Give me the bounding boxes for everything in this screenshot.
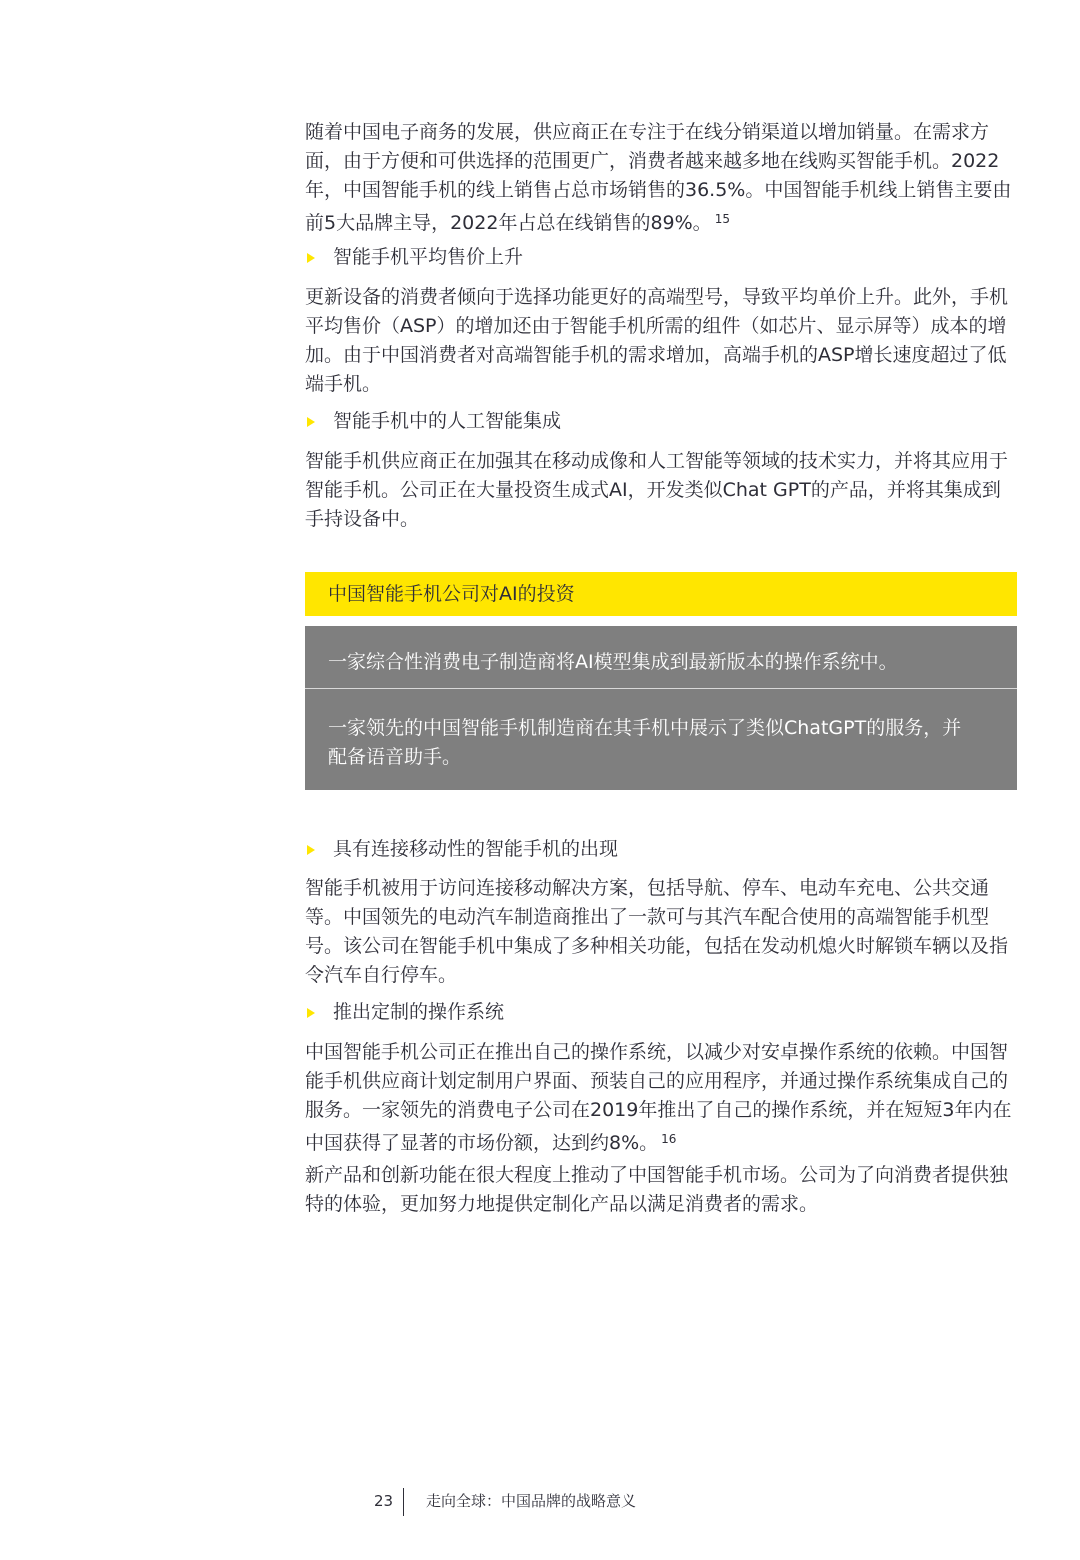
page-footer <box>0 1488 1080 1516</box>
footnote-ref: 15 <box>714 212 730 226</box>
section-paragraph-mobility: 智能手机被用于访问连接移动解决方案，包括导航、停车、电动车充电、公共交通等。中国领先的电动汽车制造商推出了一款可与其汽车配合使用的高端智能手机型号。该公司在智能手机中集成了多种相关功能，包括在发动机熄火时解锁车辆以及指令汽车自行停车。 <box>305 877 1009 986</box>
bullet-triangle-icon <box>307 253 315 263</box>
section-paragraph-os: 中国智能手机公司正在推出自己的操作系统，以减少对安卓操作系统的依赖。中国智能手机供应商计划定制用户界面、预装自己的应用程序，并通过操作系统集成自己的服务。一家领先的消费电子公司在2019年推出了自己的操作系统，并在短短3年内在中国获得了显著的市场份额，达到约8%。 $^{16}$ <box>305 1041 1012 1154</box>
closing-paragraph: 新产品和创新功能在很大程度上推动了中国智能手机市场。公司为了向消费者提供独特的体验，更加努力地提供定制化产品以满足消费者的需求。 <box>305 1164 1009 1215</box>
bullet-triangle-icon <box>307 417 315 427</box>
footer-divider <box>403 1488 404 1516</box>
section-paragraph-ai: 智能手机供应商正在加强其在移动成像和人工智能等领域的技术实力，并将其应用于智能手机。公司正在大量投资生成式AI，开发类似Chat GPT的产品，并将其集成到手持设备中。 <box>305 450 1009 530</box>
report-title: 走向全球：中国品牌的战略意义 <box>426 1492 637 1510</box>
section-paragraph-asp: 更新设备的消费者倾向于选择功能更好的高端型号，导致平均单价上升。此外，手机平均售价（ASP）的增加还由于智能手机所需的组件（如芯片、显示屏等）成本的增加。由于中国消费者对高端智能手机的需求增加，高端手机的ASP增长速度超过了低端手机。 <box>305 286 1009 395</box>
section-heading-os: 推出定制的操作系统 <box>305 998 1017 1027</box>
footnote-ref: 16 <box>661 1132 677 1146</box>
bullet-triangle-icon <box>307 845 315 855</box>
callout-item: 一家综合性消费电子制造商将AI模型集成到最新版本的操作系统中。 <box>305 626 1017 688</box>
callout-title: 中国智能手机公司对AI的投资 <box>305 572 1017 616</box>
bullet-triangle-icon <box>307 1008 315 1018</box>
section-heading-mobility: 具有连接移动性的智能手机的出现 <box>305 835 1017 864</box>
section-heading-ai: 智能手机中的人工智能集成 <box>305 407 1017 436</box>
section-heading-asp: 智能手机平均售价上升 <box>305 243 1017 272</box>
page-number: 23 <box>374 1492 394 1510</box>
intro-paragraph: 随着中国电子商务的发展，供应商正在专注于在线分销渠道以增加销量。在需求方面，由于方便和可供选择的范围更广，消费者越来越多地在线购买智能手机。2022年，中国智能手机的线上销售占总市场销售的36.5%。中国智能手机线上销售主要由前5大品牌主导，2022年占总在线销售的89%。 $^{15}$ <box>305 121 1012 234</box>
callout-item: 一家领先的中国智能手机制造商在其手机中展示了类似ChatGPT的服务，并配备语音助手。 <box>305 689 1017 790</box>
